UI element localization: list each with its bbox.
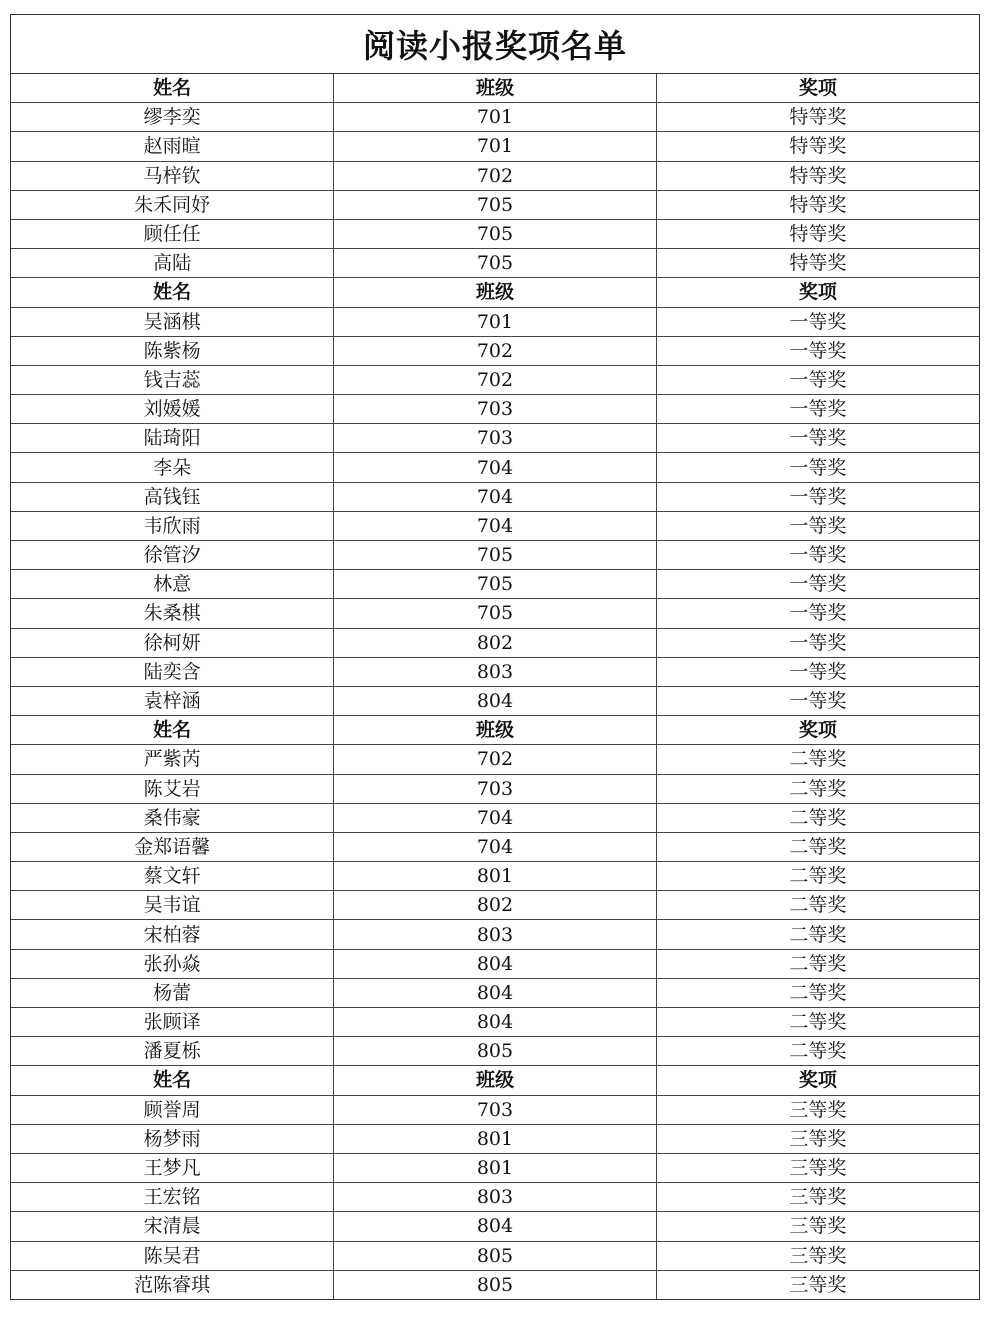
table-row (11, 307, 979, 336)
class-cell: 704 (334, 511, 657, 540)
table-row (11, 832, 979, 861)
name-cell: 范陈睿琪 (11, 1270, 334, 1299)
class-cell: 705 (334, 219, 657, 248)
class-cell: 804 (334, 686, 657, 715)
table-row (11, 1241, 979, 1270)
name-cell: 林意 (11, 570, 334, 599)
name-cell: 陈吴君 (11, 1241, 334, 1270)
name-header: 姓名 (11, 278, 334, 307)
table-row (11, 920, 979, 949)
name-cell: 朱桑棋 (11, 599, 334, 628)
table-row (11, 1124, 979, 1153)
class-cell: 805 (334, 1037, 657, 1066)
class-cell: 703 (334, 1095, 657, 1124)
class-cell: 702 (334, 161, 657, 190)
class-cell: 701 (334, 132, 657, 161)
name-cell: 桑伟豪 (11, 803, 334, 832)
table-row (11, 1037, 979, 1066)
table-row (11, 978, 979, 1007)
award-cell: 二等奖 (656, 803, 979, 832)
award-cell: 一等奖 (656, 686, 979, 715)
class-cell: 702 (334, 365, 657, 394)
name-cell: 杨蕾 (11, 978, 334, 1007)
award-cell: 二等奖 (656, 862, 979, 891)
table-row (11, 1270, 979, 1299)
header-row (11, 278, 979, 307)
name-cell: 宋柏蓉 (11, 920, 334, 949)
award-cell: 一等奖 (656, 511, 979, 540)
award-cell: 一等奖 (656, 541, 979, 570)
class-header: 班级 (334, 278, 657, 307)
name-header: 姓名 (11, 1066, 334, 1095)
name-cell: 吴韦谊 (11, 891, 334, 920)
class-cell: 703 (334, 774, 657, 803)
class-header: 班级 (334, 74, 657, 103)
award-cell: 特等奖 (656, 132, 979, 161)
award-cell: 二等奖 (656, 891, 979, 920)
award-cell: 三等奖 (656, 1153, 979, 1182)
award-header: 奖项 (656, 1066, 979, 1095)
name-cell: 钱吉蕊 (11, 365, 334, 394)
award-cell: 三等奖 (656, 1241, 979, 1270)
class-cell: 704 (334, 453, 657, 482)
award-header: 奖项 (656, 716, 979, 745)
name-cell: 陈艾岩 (11, 774, 334, 803)
class-cell: 705 (334, 190, 657, 219)
name-cell: 马梓钦 (11, 161, 334, 190)
header-row (11, 74, 979, 103)
name-header: 姓名 (11, 716, 334, 745)
award-cell: 特等奖 (656, 190, 979, 219)
table-row (11, 570, 979, 599)
name-cell: 陈紫杨 (11, 336, 334, 365)
class-cell: 702 (334, 336, 657, 365)
name-cell: 韦欣雨 (11, 511, 334, 540)
name-cell: 张孙焱 (11, 949, 334, 978)
table-row (11, 161, 979, 190)
class-cell: 801 (334, 1124, 657, 1153)
class-cell: 805 (334, 1270, 657, 1299)
name-cell: 顾任任 (11, 219, 334, 248)
class-cell: 701 (334, 307, 657, 336)
class-cell: 803 (334, 1183, 657, 1212)
class-cell: 705 (334, 249, 657, 278)
table-row (11, 132, 979, 161)
class-header: 班级 (334, 1066, 657, 1095)
award-cell: 二等奖 (656, 978, 979, 1007)
table-row (11, 511, 979, 540)
name-cell: 陆奕含 (11, 657, 334, 686)
table-row (11, 395, 979, 424)
name-cell: 张顾译 (11, 1008, 334, 1037)
class-cell: 805 (334, 1241, 657, 1270)
name-cell: 王宏铭 (11, 1183, 334, 1212)
award-cell: 一等奖 (656, 307, 979, 336)
table-row (11, 774, 979, 803)
award-cell: 一等奖 (656, 395, 979, 424)
award-header: 奖项 (656, 74, 979, 103)
award-cell: 二等奖 (656, 1037, 979, 1066)
class-cell: 702 (334, 745, 657, 774)
table-row (11, 424, 979, 453)
name-header: 姓名 (11, 74, 334, 103)
name-cell: 赵雨暄 (11, 132, 334, 161)
award-cell: 二等奖 (656, 920, 979, 949)
name-cell: 吴涵棋 (11, 307, 334, 336)
award-cell: 一等奖 (656, 482, 979, 511)
table-row (11, 1008, 979, 1037)
award-cell: 一等奖 (656, 365, 979, 394)
name-cell: 顾誉周 (11, 1095, 334, 1124)
award-cell: 一等奖 (656, 336, 979, 365)
table-row (11, 365, 979, 394)
table-row (11, 1183, 979, 1212)
award-cell: 二等奖 (656, 949, 979, 978)
class-cell: 804 (334, 978, 657, 1007)
name-cell: 金郑语馨 (11, 832, 334, 861)
name-cell: 严紫芮 (11, 745, 334, 774)
name-cell: 宋清晨 (11, 1212, 334, 1241)
name-cell: 王梦凡 (11, 1153, 334, 1182)
award-cell: 一等奖 (656, 453, 979, 482)
name-cell: 刘媛媛 (11, 395, 334, 424)
table-row (11, 686, 979, 715)
award-cell: 特等奖 (656, 103, 979, 132)
award-cell: 一等奖 (656, 599, 979, 628)
class-cell: 803 (334, 920, 657, 949)
header-row (11, 716, 979, 745)
class-cell: 703 (334, 424, 657, 453)
award-cell: 三等奖 (656, 1212, 979, 1241)
class-cell: 705 (334, 541, 657, 570)
class-cell: 804 (334, 1008, 657, 1037)
award-cell: 一等奖 (656, 628, 979, 657)
class-cell: 704 (334, 803, 657, 832)
name-cell: 袁梓涵 (11, 686, 334, 715)
class-header: 班级 (334, 716, 657, 745)
table-row (11, 803, 979, 832)
award-cell: 特等奖 (656, 249, 979, 278)
name-cell: 高钱钰 (11, 482, 334, 511)
award-cell: 二等奖 (656, 745, 979, 774)
table-row (11, 745, 979, 774)
table-row (11, 1212, 979, 1241)
table-row (11, 862, 979, 891)
class-cell: 801 (334, 862, 657, 891)
table-row (11, 249, 979, 278)
name-cell: 杨梦雨 (11, 1124, 334, 1153)
table-row (11, 453, 979, 482)
class-cell: 705 (334, 570, 657, 599)
award-table-body (11, 74, 979, 1299)
award-cell: 一等奖 (656, 657, 979, 686)
class-cell: 705 (334, 599, 657, 628)
table-row (11, 482, 979, 511)
name-cell: 徐管汐 (11, 541, 334, 570)
award-cell: 一等奖 (656, 570, 979, 599)
award-cell: 特等奖 (656, 219, 979, 248)
name-cell: 朱禾同妤 (11, 190, 334, 219)
table-row (11, 336, 979, 365)
award-cell: 二等奖 (656, 1008, 979, 1037)
class-cell: 703 (334, 395, 657, 424)
award-cell: 三等奖 (656, 1183, 979, 1212)
name-cell: 高陆 (11, 249, 334, 278)
page-title: 阅读小报奖项名单 (11, 15, 979, 74)
class-cell: 804 (334, 1212, 657, 1241)
name-cell: 徐柯妍 (11, 628, 334, 657)
award-header: 奖项 (656, 278, 979, 307)
table-row (11, 1153, 979, 1182)
award-cell: 三等奖 (656, 1124, 979, 1153)
name-cell: 蔡文轩 (11, 862, 334, 891)
class-cell: 704 (334, 482, 657, 511)
name-cell: 潘夏栎 (11, 1037, 334, 1066)
name-cell: 缪李奕 (11, 103, 334, 132)
class-cell: 804 (334, 949, 657, 978)
table-row (11, 628, 979, 657)
class-cell: 802 (334, 891, 657, 920)
class-cell: 802 (334, 628, 657, 657)
table-row (11, 541, 979, 570)
table-row (11, 657, 979, 686)
award-cell: 一等奖 (656, 424, 979, 453)
table-row (11, 891, 979, 920)
table-row (11, 219, 979, 248)
table-row (11, 949, 979, 978)
name-cell: 李朵 (11, 453, 334, 482)
class-cell: 803 (334, 657, 657, 686)
award-table (11, 74, 979, 1299)
table-row (11, 190, 979, 219)
class-cell: 701 (334, 103, 657, 132)
name-cell: 陆琦阳 (11, 424, 334, 453)
class-cell: 704 (334, 832, 657, 861)
award-cell: 三等奖 (656, 1095, 979, 1124)
table-row (11, 103, 979, 132)
header-row (11, 1066, 979, 1095)
award-cell: 二等奖 (656, 774, 979, 803)
class-cell: 801 (334, 1153, 657, 1182)
award-cell: 二等奖 (656, 832, 979, 861)
award-cell: 特等奖 (656, 161, 979, 190)
table-row (11, 599, 979, 628)
award-cell: 三等奖 (656, 1270, 979, 1299)
award-list-sheet (10, 14, 980, 1300)
table-row (11, 1095, 979, 1124)
